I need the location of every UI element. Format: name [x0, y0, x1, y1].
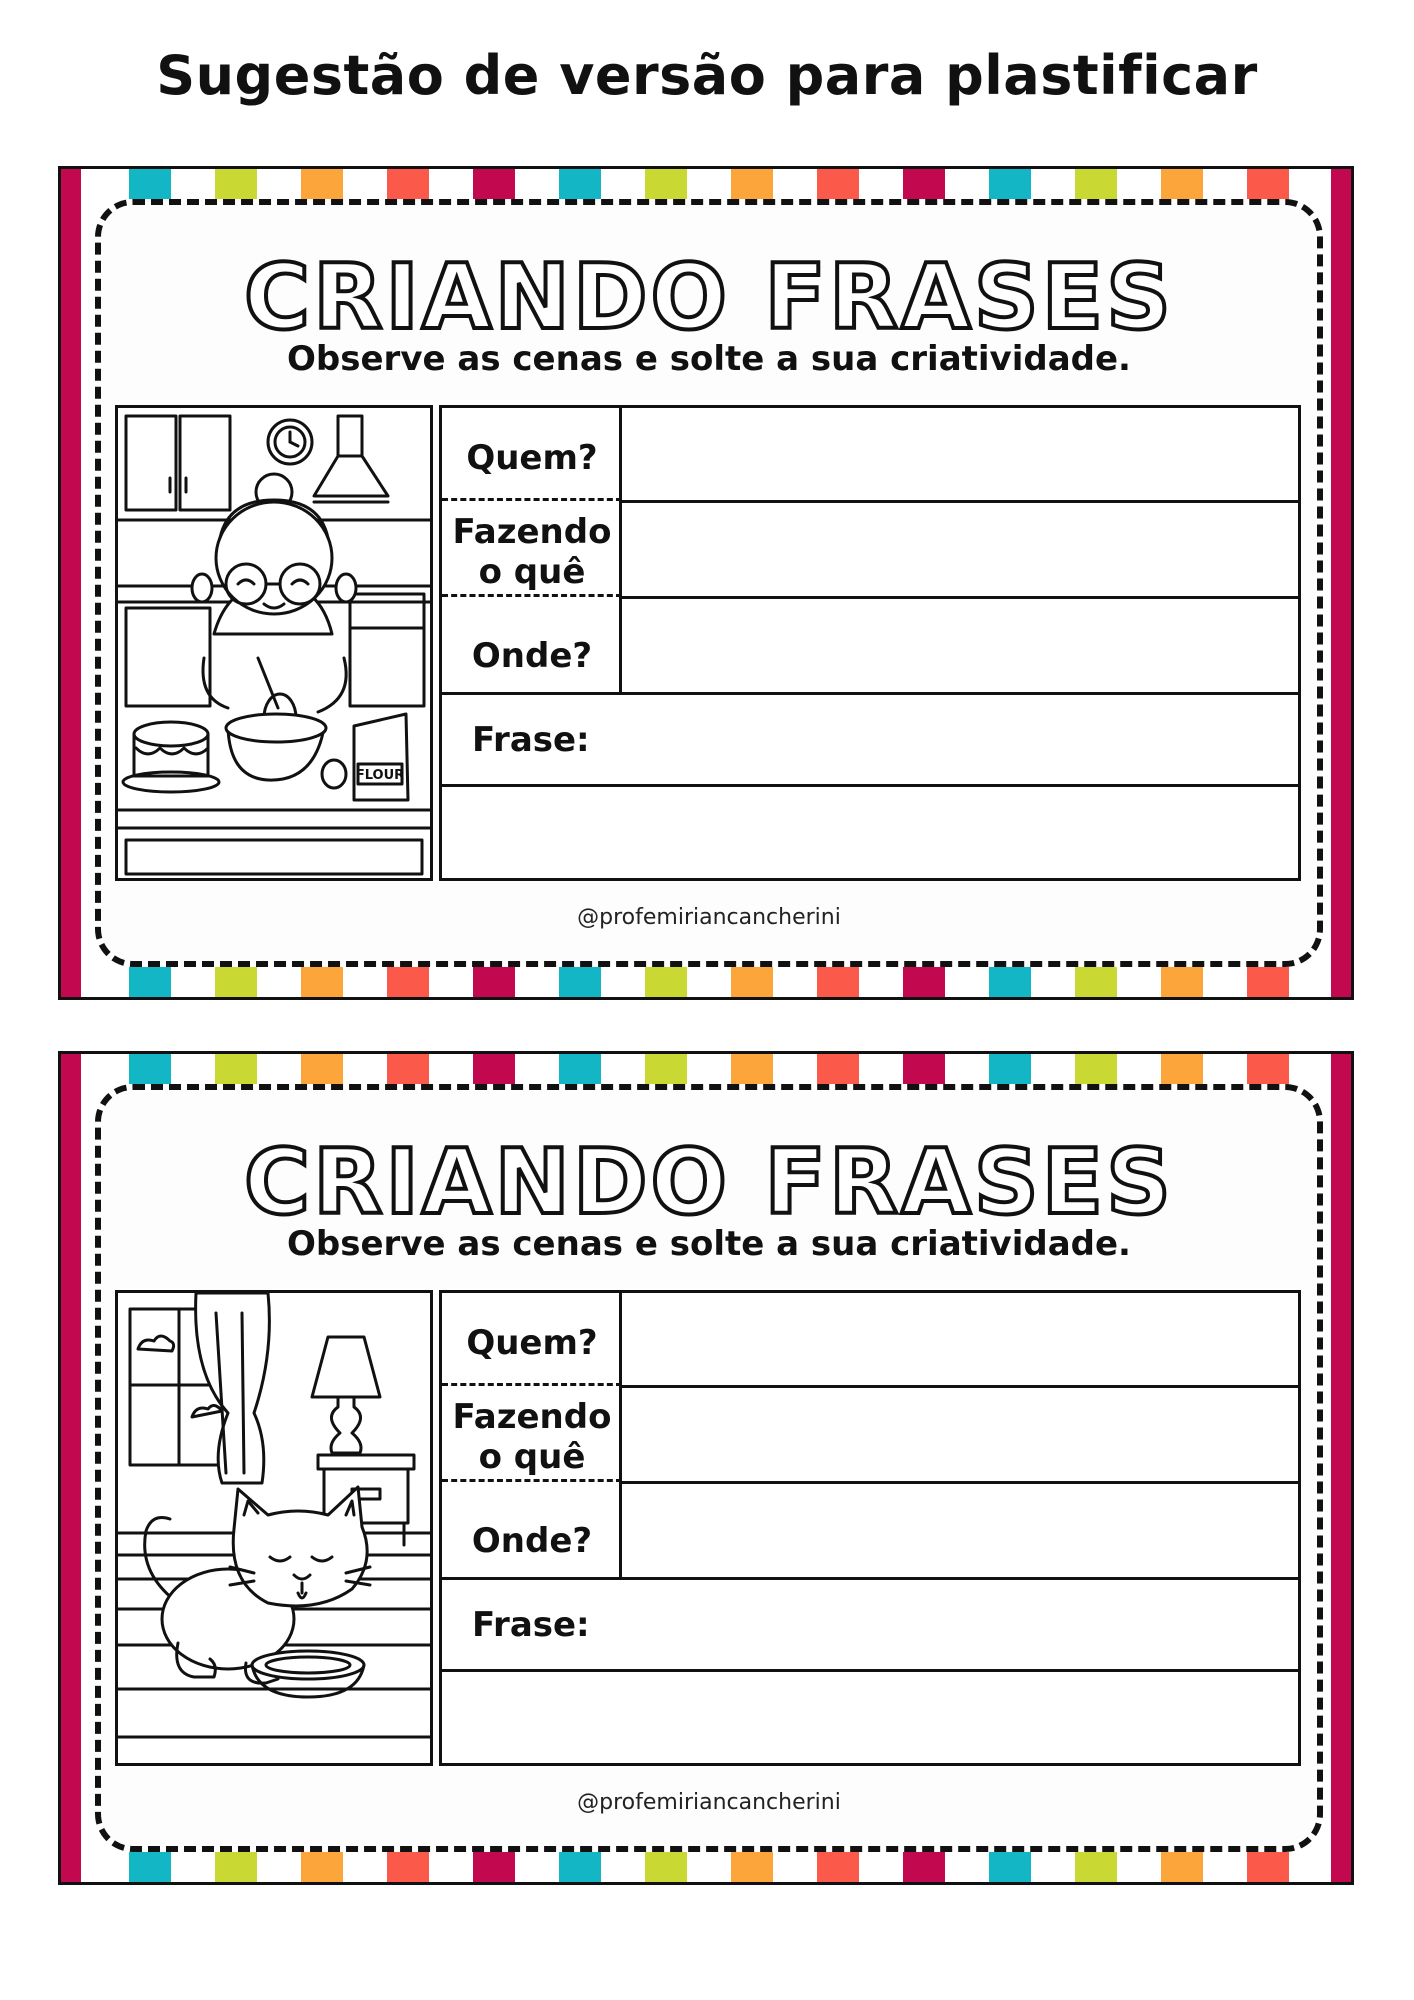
- stripe-block: [817, 1852, 859, 1882]
- label-doing: Fazendo o quê: [452, 1397, 612, 1477]
- stripe-block: [387, 1054, 429, 1084]
- stripe-block: [129, 1852, 171, 1882]
- stripe-block: [387, 1852, 429, 1882]
- stripe-block: [129, 1054, 171, 1084]
- stripe-block: [1247, 1054, 1289, 1084]
- stripe-block: [559, 967, 601, 997]
- card-title: CRIANDO FRASES: [244, 245, 1174, 350]
- stripe-block: [129, 169, 171, 199]
- stripe-block: [1161, 1852, 1203, 1882]
- stripe-block: [989, 967, 1031, 997]
- dashed-divider: [442, 1383, 622, 1386]
- answer-form: [439, 405, 1301, 881]
- stripe-block: [215, 1054, 257, 1084]
- label-where: Onde?: [471, 1521, 593, 1561]
- stripe-block: [301, 967, 343, 997]
- stripe-block: [215, 169, 257, 199]
- stripe-block: [1247, 1852, 1289, 1882]
- stripe-block: [387, 967, 429, 997]
- stripe-block: [645, 967, 687, 997]
- stripe-block: [1075, 1852, 1117, 1882]
- stripe-block: [301, 1852, 343, 1882]
- stripe-block: [817, 967, 859, 997]
- page-title: Sugestão de versão para plastificar: [156, 44, 1258, 107]
- side-stripe-left: [61, 169, 81, 997]
- stripe-block: [559, 1852, 601, 1882]
- color-stripe-bottom: [121, 1852, 1301, 1882]
- label-doing: Fazendo o quê: [452, 512, 612, 592]
- credit-handle: @profemiriancancherini: [577, 1790, 841, 1815]
- stripe-block: [903, 1852, 945, 1882]
- stripe-block: [1075, 169, 1117, 199]
- label-column: [442, 1293, 622, 1579]
- stripe-block: [989, 1852, 1031, 1882]
- answer-line-doing: [622, 596, 1298, 599]
- stripe-block: [731, 169, 773, 199]
- stripe-block: [473, 1852, 515, 1882]
- credit-handle: @profemiriancancherini: [577, 905, 841, 930]
- stripe-block: [903, 967, 945, 997]
- stripe-block: [1075, 967, 1117, 997]
- stripe-block: [731, 1054, 773, 1084]
- stripe-block: [1075, 1054, 1117, 1084]
- stripe-block: [731, 967, 773, 997]
- scene-illustration-grandma-baking: [115, 405, 433, 881]
- color-stripe-bottom: [121, 967, 1301, 997]
- stripe-block: [559, 1054, 601, 1084]
- activity-card-2: [58, 1051, 1354, 1885]
- label-column: [442, 408, 622, 694]
- stripe-block: [301, 169, 343, 199]
- stripe-block: [1247, 169, 1289, 199]
- answer-line-where: [442, 1577, 1298, 1580]
- side-stripe-right: [1331, 1054, 1351, 1882]
- label-who: Quem?: [466, 438, 598, 478]
- stripe-block: [817, 1054, 859, 1084]
- color-stripe-top: [121, 1054, 1301, 1084]
- card-subtitle: Observe as cenas e solte a sua criatividade.: [287, 1224, 1131, 1264]
- stripe-block: [903, 1054, 945, 1084]
- stripe-block: [817, 169, 859, 199]
- stripe-block: [215, 967, 257, 997]
- answer-line-who: [622, 500, 1298, 503]
- color-stripe-top: [121, 169, 1301, 199]
- dashed-divider: [442, 498, 622, 501]
- card-subtitle: Observe as cenas e solte a sua criatividade.: [287, 339, 1131, 379]
- stripe-block: [1161, 967, 1203, 997]
- stripe-block: [129, 967, 171, 997]
- dashed-divider: [442, 594, 622, 597]
- label-sentence: Frase:: [472, 720, 590, 760]
- side-stripe-left: [61, 1054, 81, 1882]
- stripe-block: [1161, 1054, 1203, 1084]
- label-who: Quem?: [466, 1323, 598, 1363]
- stripe-block: [1161, 169, 1203, 199]
- stripe-block: [903, 169, 945, 199]
- stripe-block: [387, 169, 429, 199]
- label-where: Onde?: [471, 636, 593, 676]
- stripe-block: [473, 1054, 515, 1084]
- stripe-block: [473, 169, 515, 199]
- dashed-frame: [95, 199, 1323, 967]
- stripe-block: [473, 967, 515, 997]
- side-stripe-right: [1331, 169, 1351, 997]
- stripe-block: [645, 169, 687, 199]
- answer-line-doing: [622, 1481, 1298, 1484]
- answer-line-where: [442, 692, 1298, 695]
- answer-line-who: [622, 1385, 1298, 1388]
- activity-card-1: [58, 166, 1354, 1000]
- label-sentence: Frase:: [472, 1605, 590, 1645]
- flour-label: FLOUR: [355, 768, 405, 783]
- scene-illustration-cat-milk: [115, 1290, 433, 1766]
- stripe-block: [731, 1852, 773, 1882]
- stripe-block: [215, 1852, 257, 1882]
- stripe-block: [301, 1054, 343, 1084]
- stripe-block: [1247, 967, 1289, 997]
- stripe-block: [645, 1852, 687, 1882]
- stripe-block: [559, 169, 601, 199]
- stripe-block: [989, 169, 1031, 199]
- stripe-block: [645, 1054, 687, 1084]
- stripe-block: [989, 1054, 1031, 1084]
- answer-line-sentence: [442, 1669, 1298, 1672]
- answer-form: [439, 1290, 1301, 1766]
- dashed-divider: [442, 1479, 622, 1482]
- card-title: CRIANDO FRASES: [244, 1130, 1174, 1235]
- answer-line-sentence: [442, 784, 1298, 787]
- dashed-frame: [95, 1084, 1323, 1852]
